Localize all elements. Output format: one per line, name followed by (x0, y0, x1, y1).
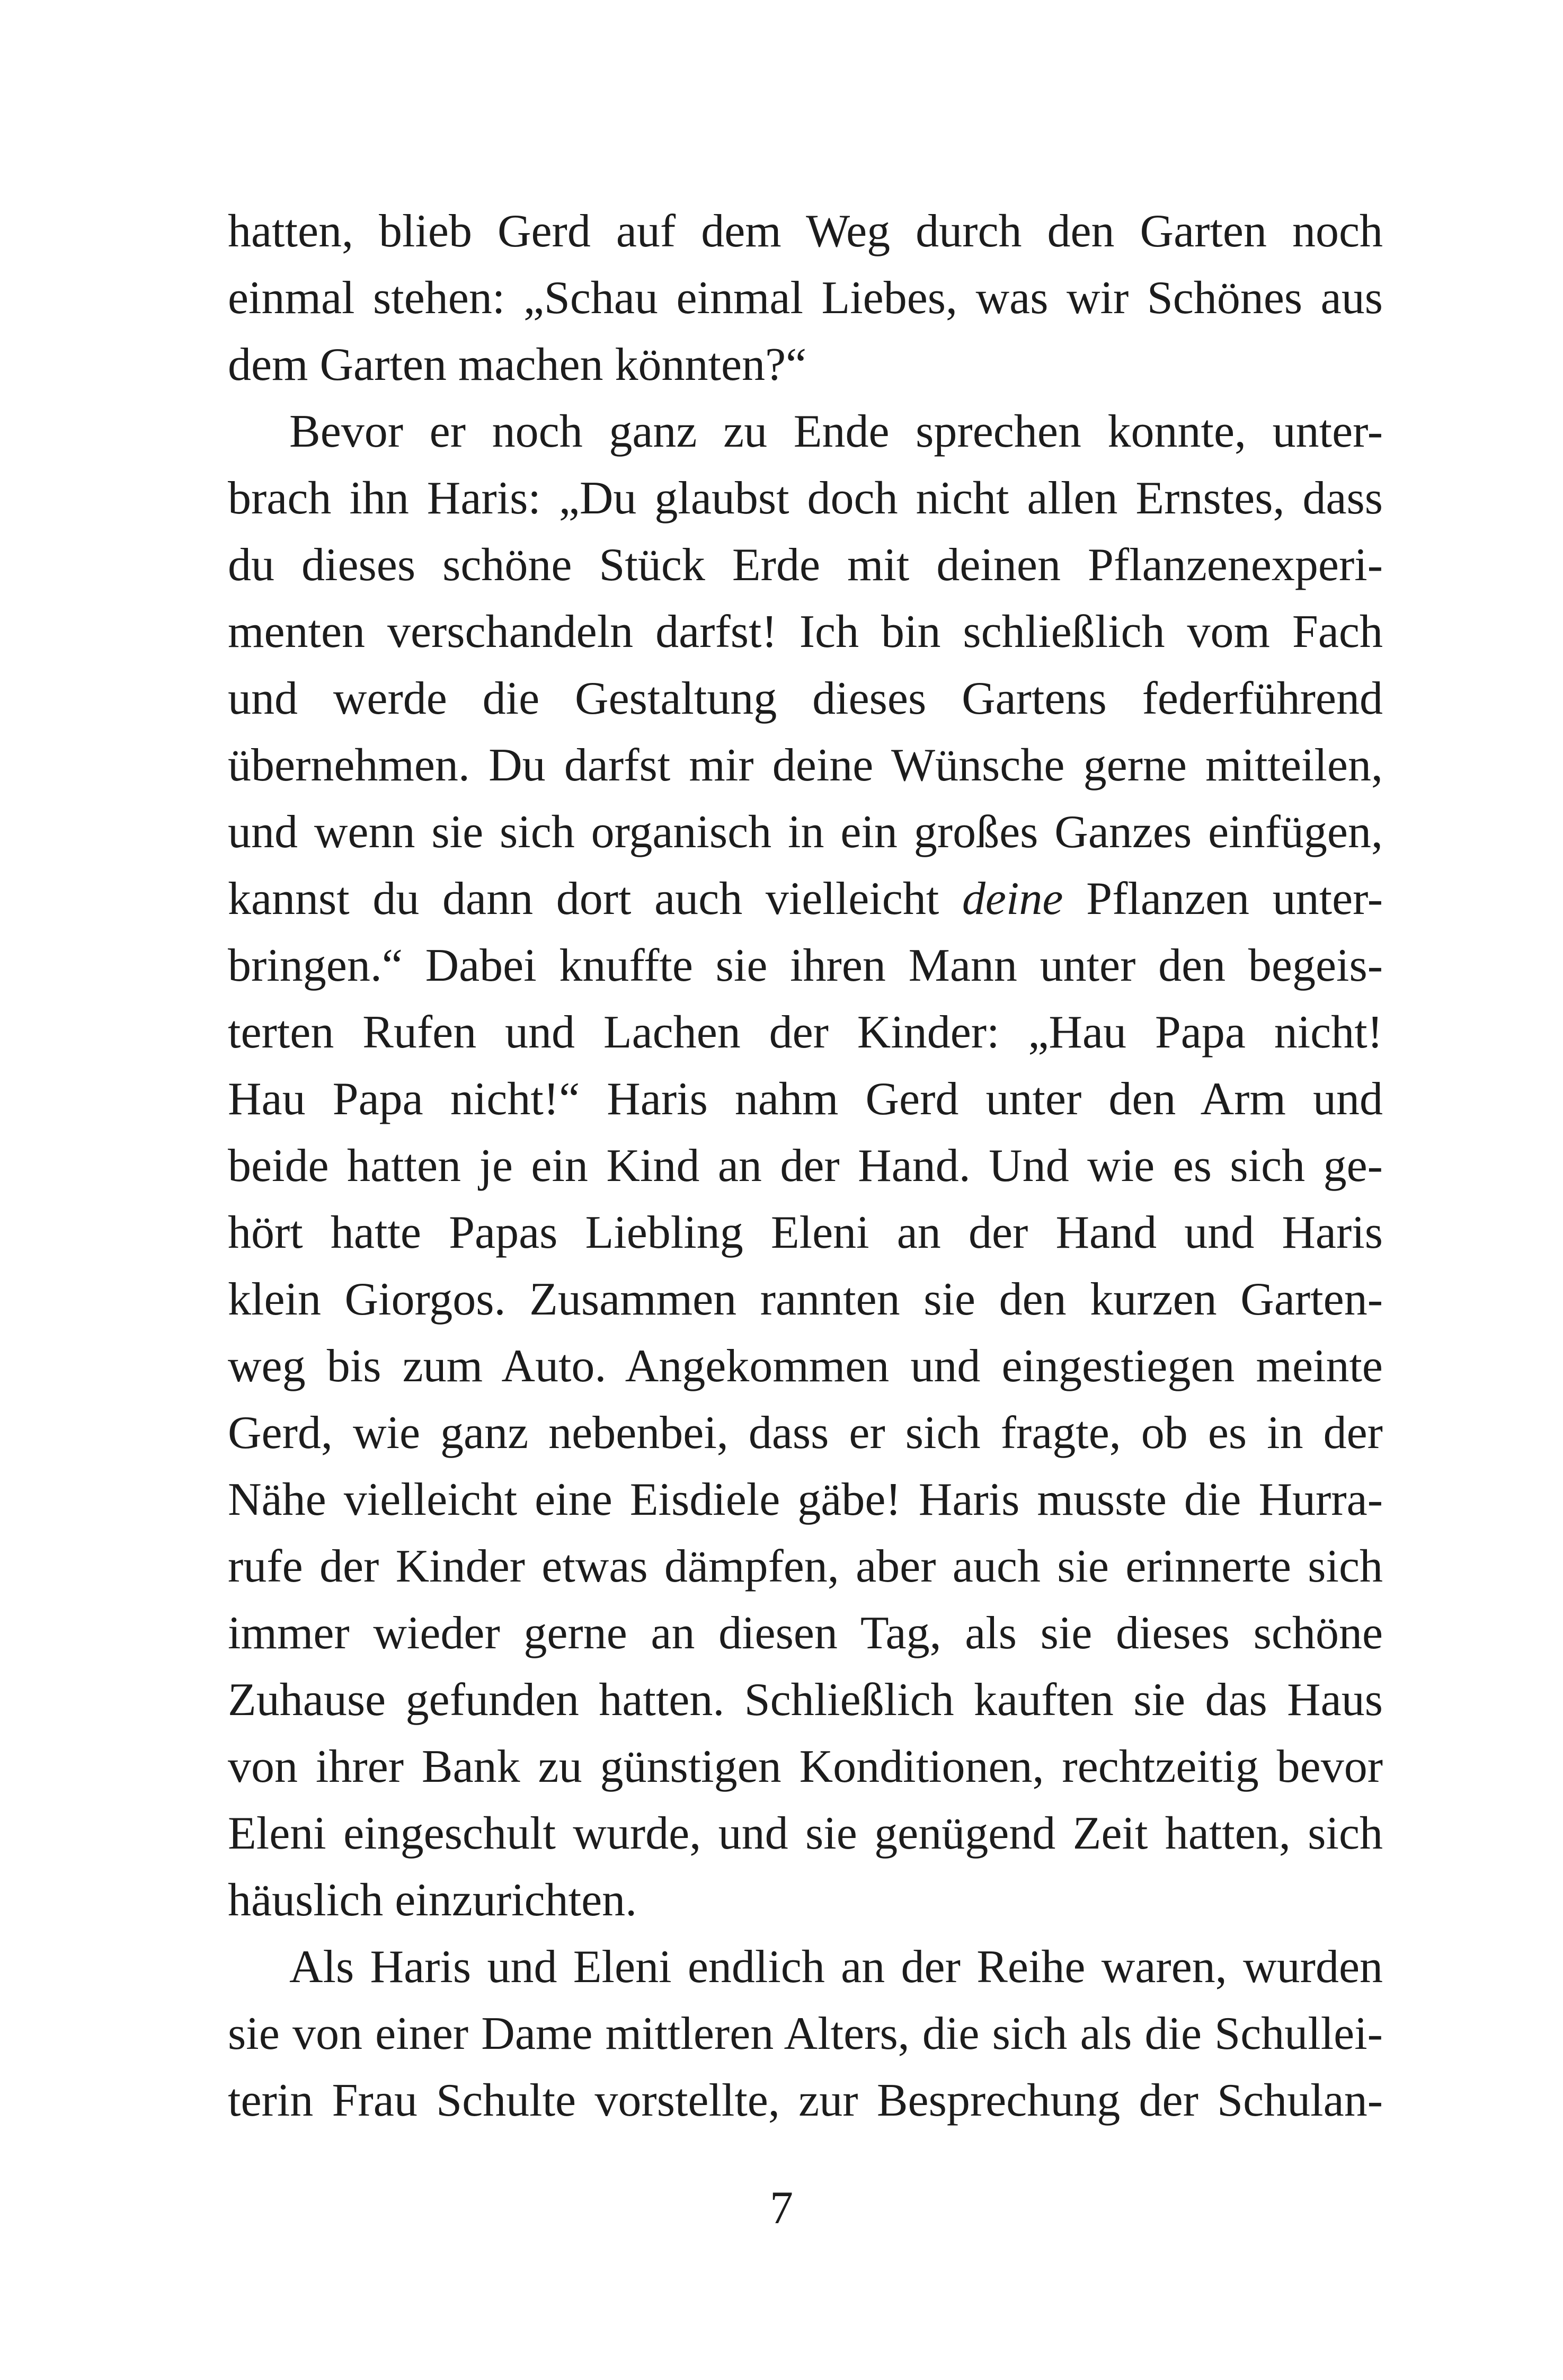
text-line: menten verschandeln darfst! Ich bin schließlich vom Fach (228, 606, 1383, 658)
text-line: Als Haris und Eleni endlich an der Reihe waren, wurden (289, 1941, 1383, 1993)
text-line: übernehmen. Du darfst mir deine Wünsche gerne mitteilen, (228, 740, 1383, 791)
text-line: häuslich einzurichten. (228, 1875, 637, 1926)
text-line: klein Giorgos. Zusammen rannten sie den kurzen Garten- (228, 1274, 1383, 1325)
text-line: Zuhause gefunden hatten. Schließlich kauften sie das Haus (228, 1674, 1383, 1726)
text-line: einmal stehen: „Schau einmal Liebes, was wir Schönes aus (228, 272, 1383, 324)
text-line: und wenn sie sich organisch in ein großes Ganzes einfügen, (228, 806, 1383, 858)
text-line: dem Garten machen könnten?“ (228, 339, 807, 390)
text-line: weg bis zum Auto. Angekommen und eingestiegen meinte (228, 1340, 1383, 1392)
text-line: rufe der Kinder etwas dämpfen, aber auch sie erinnerte sich (228, 1541, 1383, 1592)
text-line: hört hatte Papas Liebling Eleni an der Hand und Haris (228, 1207, 1383, 1258)
text-line: sie von einer Dame mittleren Alters, die sich als die Schullei- (228, 2008, 1383, 2059)
text-line: terten Rufen und Lachen der Kinder: „Hau Papa nicht! (228, 1007, 1383, 1058)
text-line: terin Frau Schulte vorstellte, zur Besprechung der Schulan- (228, 2075, 1383, 2126)
text-line: beide hatten je ein Kind an der Hand. Und wie es sich ge- (228, 1140, 1383, 1192)
page-number: 7 (770, 2182, 793, 2234)
text-line: Gerd, wie ganz nebenbei, dass er sich fragte, ob es in der (228, 1407, 1383, 1459)
text-line: immer wieder gerne an diesen Tag, als sie dieses schöne (228, 1608, 1383, 1659)
text-line: hatten, blieb Gerd auf dem Weg durch den Garten noch (228, 206, 1383, 257)
text-line: Eleni eingeschult wurde, und sie genügend Zeit hatten, sich (228, 1808, 1383, 1859)
text-line: Hau Papa nicht!“ Haris nahm Gerd unter den Arm und (228, 1073, 1383, 1125)
text-line: von ihrer Bank zu günstigen Konditionen, rechtzeitig bevor (228, 1741, 1383, 1792)
text-line (228, 866, 1383, 933)
text-line: bringen.“ Dabei knuffte sie ihren Mann unter den begeis- (228, 940, 1383, 991)
text-line: brach ihn Haris: „Du glaubst doch nicht allen Ernstes, dass (228, 473, 1383, 524)
text-fragment: Pflanzen unter- (1063, 873, 1383, 925)
text-line: Nähe vielleicht eine Eisdiele gäbe! Haris musste die Hurra- (228, 1474, 1383, 1525)
text-fragment: kannst du dann dort auch vielleicht (228, 873, 962, 925)
text-line: du dieses schöne Stück Erde mit deinen Pflanzenexperi- (228, 539, 1383, 591)
text-line: Bevor er noch ganz zu Ende sprechen konnte, unter- (289, 406, 1383, 457)
emphasized-word: deine (962, 873, 1063, 925)
text-line: und werde die Gestaltung dieses Gartens federführend (228, 673, 1383, 724)
